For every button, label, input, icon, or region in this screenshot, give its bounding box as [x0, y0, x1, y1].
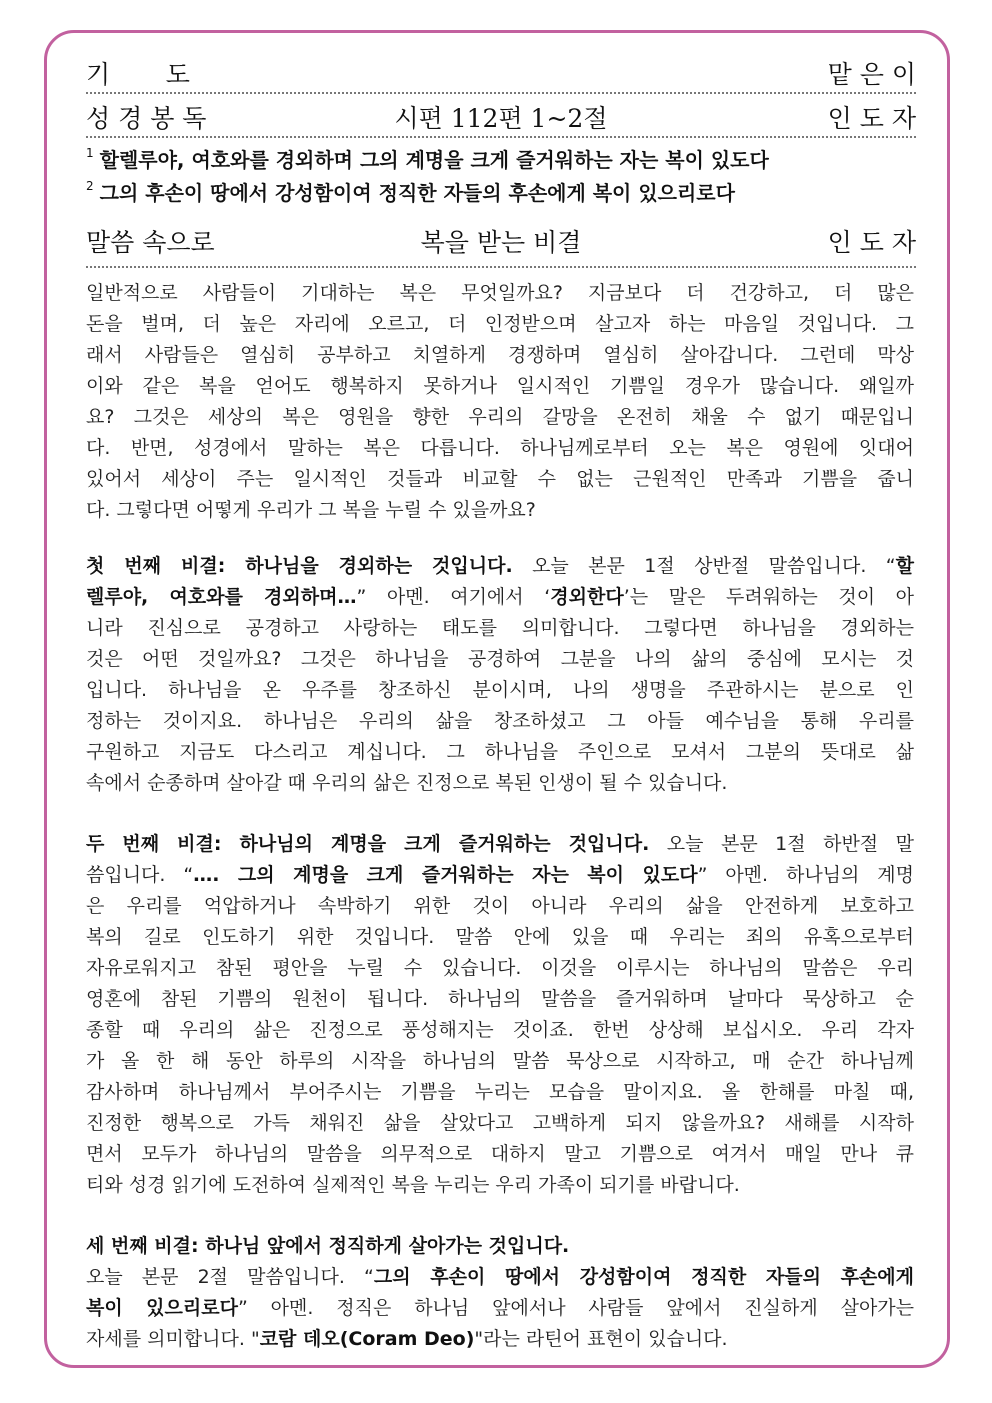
sermon-row [86, 223, 916, 259]
quote-span: 그의 후손이 땅에서 강성함이여 정직한 자들의 후손에게 [373, 1266, 914, 1288]
paragraph-secret-1 [86, 551, 914, 799]
keyword-span: 코람 데오(Coram Deo) [259, 1328, 475, 1350]
text-span: ’는 말은 두려워하는 것이 아 [623, 586, 915, 608]
text-span: ” 아멘. 여기에서 ‘ [356, 586, 551, 608]
paragraph-secret-3 [86, 1231, 914, 1355]
text-line [86, 582, 914, 613]
section-heading: 첫 번째 비결: 하나님을 경외하는 것입니다. [86, 555, 513, 577]
prayer-assignee: 맡 은 이 [827, 60, 916, 89]
text-line: 면서 모두가 하나님의 말씀을 의무적으로 대하지 말고 기쁨으로 여겨서 매일 만나 큐 [86, 1143, 914, 1165]
verse-number: 2 [86, 179, 94, 193]
reading-passage: 시편 112편 1~2절 [394, 104, 608, 133]
text-span: "라는 라틴어 표현이 있습니다. [474, 1328, 728, 1350]
text-line: 있어서 세상이 주는 일시적인 것들과 비교할 수 없는 근원적인 만족과 기쁨을 줍니 [86, 468, 914, 490]
text-line: 영혼에 참된 기쁨의 원천이 됩니다. 하나님의 말씀을 즐거워하며 날마다 묵상하고 순 [86, 988, 914, 1010]
text-span: ” 아멘. 정직은 하나님 앞에서나 사람들 앞에서 진실하게 살아가는 [237, 1297, 915, 1319]
text-line: 진정한 행복으로 가득 채워진 삶을 살았다고 고백하게 되지 않을까요? 새해를 시작하 [86, 1112, 914, 1134]
text-line [86, 1262, 914, 1293]
sermon-label: 말씀 속으로 [86, 228, 215, 257]
text-line: 입니다. 하나님을 온 우주를 창조하신 분이시며, 나의 생명을 주관하시는 분으로 인 [86, 679, 914, 701]
text-span: 오늘 본문 1절 상반절 말씀입니다. “ [512, 555, 896, 577]
reading-row [86, 99, 916, 135]
text-line [86, 860, 914, 891]
quote-span: …. 그의 계명을 크게 즐거워하는 자는 복이 있도다 [193, 864, 698, 886]
quote-span: 할 [895, 555, 914, 577]
text-line: 일반적으로 사람들이 기대하는 복은 무엇일까요? 지금보다 더 건강하고, 더 많은 [86, 282, 914, 304]
text-line: 구원하고 지금도 다스리고 계십니다. 그 하나님을 주인으로 모셔서 그분의 뜻대로 삶 [86, 741, 914, 763]
paragraph-intro [86, 278, 914, 526]
text-line: 것은 어떤 것일까요? 그것은 하나님을 공경하여 그분을 나의 삶의 중심에 모시는 것 [86, 648, 914, 670]
text-span: 자세를 의미합니다. " [86, 1328, 260, 1350]
quote-span: 복이 있으리로다 [86, 1297, 238, 1319]
section-heading: 두 번째 비결: 하나님의 계명을 크게 즐거워하는 것입니다. [86, 833, 650, 855]
text-line: 속에서 순종하며 살아갈 때 우리의 삶은 진정으로 복된 인생이 될 수 있습니다. [86, 772, 728, 794]
text-line: 은 우리를 억압하거나 속박하기 위한 것이 아니라 우리의 삶을 안전하게 보호하고 [86, 895, 914, 917]
text-line: 티와 성경 읽기에 도전하여 실제적인 복을 누리는 우리 가족이 되기를 바랍니다. [86, 1174, 740, 1196]
text-line: 다. 그렇다면 어떻게 우리가 그 복을 누릴 수 있을까요? [86, 499, 536, 521]
reading-leader: 인 도 자 [827, 104, 916, 133]
text-line: 자유로워지고 참된 평안을 누릴 수 있습니다. 이것을 이루시는 하나님의 말씀은 우리 [86, 957, 914, 979]
verse-text: 그의 후손이 땅에서 강성함이여 정직한 자들의 후손에게 복이 있으리로다 [99, 181, 735, 205]
text-line [86, 1293, 914, 1324]
text-line: 감사하며 하나님께서 부어주시는 기쁨을 누리는 모습을 말이지요. 올 한해를 마칠 때, [86, 1081, 914, 1103]
text-line: 래서 사람들은 열심히 공부하고 치열하게 경쟁하며 열심히 살아갑니다. 그런데 막상 [86, 344, 914, 366]
sermon-leader: 인 도 자 [827, 228, 916, 257]
text-line [86, 551, 914, 582]
text-line [86, 829, 914, 860]
text-line: 돈을 벌며, 더 높은 자리에 오르고, 더 인정받으며 살고자 하는 마음일 것입니다. 그 [86, 313, 914, 335]
divider [86, 92, 916, 94]
sermon-body [86, 278, 914, 1355]
divider [86, 266, 916, 268]
sermon-title: 복을 받는 비결 [420, 228, 582, 257]
prayer-row [86, 55, 916, 91]
keyword-span: 경외한다 [550, 586, 624, 608]
text-line: 니라 진심으로 공경하고 사랑하는 태도를 의미합니다. 그렇다면 하나님을 경외하는 [86, 617, 914, 639]
reading-label: 성 경 봉 독 [86, 104, 207, 133]
text-line: 복의 길로 인도하기 위한 것입니다. 말씀 안에 있을 때 우리는 죄의 유혹으로부터 [86, 926, 914, 948]
verse-text: 할렐루야, 여호와를 경외하며 그의 계명을 크게 즐거워하는 자는 복이 있도다 [99, 148, 769, 172]
quote-span: 렐루야, 여호와를 경외하며… [86, 586, 357, 608]
text-line [86, 1231, 914, 1262]
verse-1 [86, 144, 926, 173]
text-line: 가 올 한 해 동안 하루의 시작을 하나님의 말씀 묵상으로 시작하고, 매 순간 하나님께 [86, 1050, 914, 1072]
divider [86, 136, 916, 138]
section-heading: 세 번째 비결: 하나님 앞에서 정직하게 살아가는 것입니다. [86, 1235, 570, 1257]
text-span: 오늘 본문 1절 하반절 말 [649, 833, 914, 855]
paragraph-secret-2 [86, 829, 914, 1201]
text-line: 종할 때 우리의 삶은 진정으로 풍성해지는 것이죠. 한번 상상해 보십시오. 우리 각자 [86, 1019, 914, 1041]
text-span: ” 아멘. 하나님의 계명 [697, 864, 915, 886]
text-line: 요? 그것은 세상의 복은 영원을 향한 우리의 갈망을 온전히 채울 수 없기 때문입니 [86, 406, 914, 428]
verse-2 [86, 177, 926, 206]
verse-number: 1 [86, 146, 94, 160]
text-span: 씀입니다. “ [86, 864, 194, 886]
text-span: 오늘 본문 2절 말씀입니다. “ [86, 1266, 374, 1288]
text-line [86, 1324, 914, 1355]
text-line: 정하는 것이지요. 하나님은 우리의 삶을 창조하셨고 그 아들 예수님을 통해 우리를 [86, 710, 914, 732]
text-line: 이와 같은 복을 얻어도 행복하지 못하거나 일시적인 기쁨일 경우가 많습니다. 왜일까 [86, 375, 914, 397]
prayer-label: 기 도 [86, 60, 190, 89]
text-line: 다. 반면, 성경에서 말하는 복은 다릅니다. 하나님께로부터 오는 복은 영원에 잇대어 [86, 437, 914, 459]
